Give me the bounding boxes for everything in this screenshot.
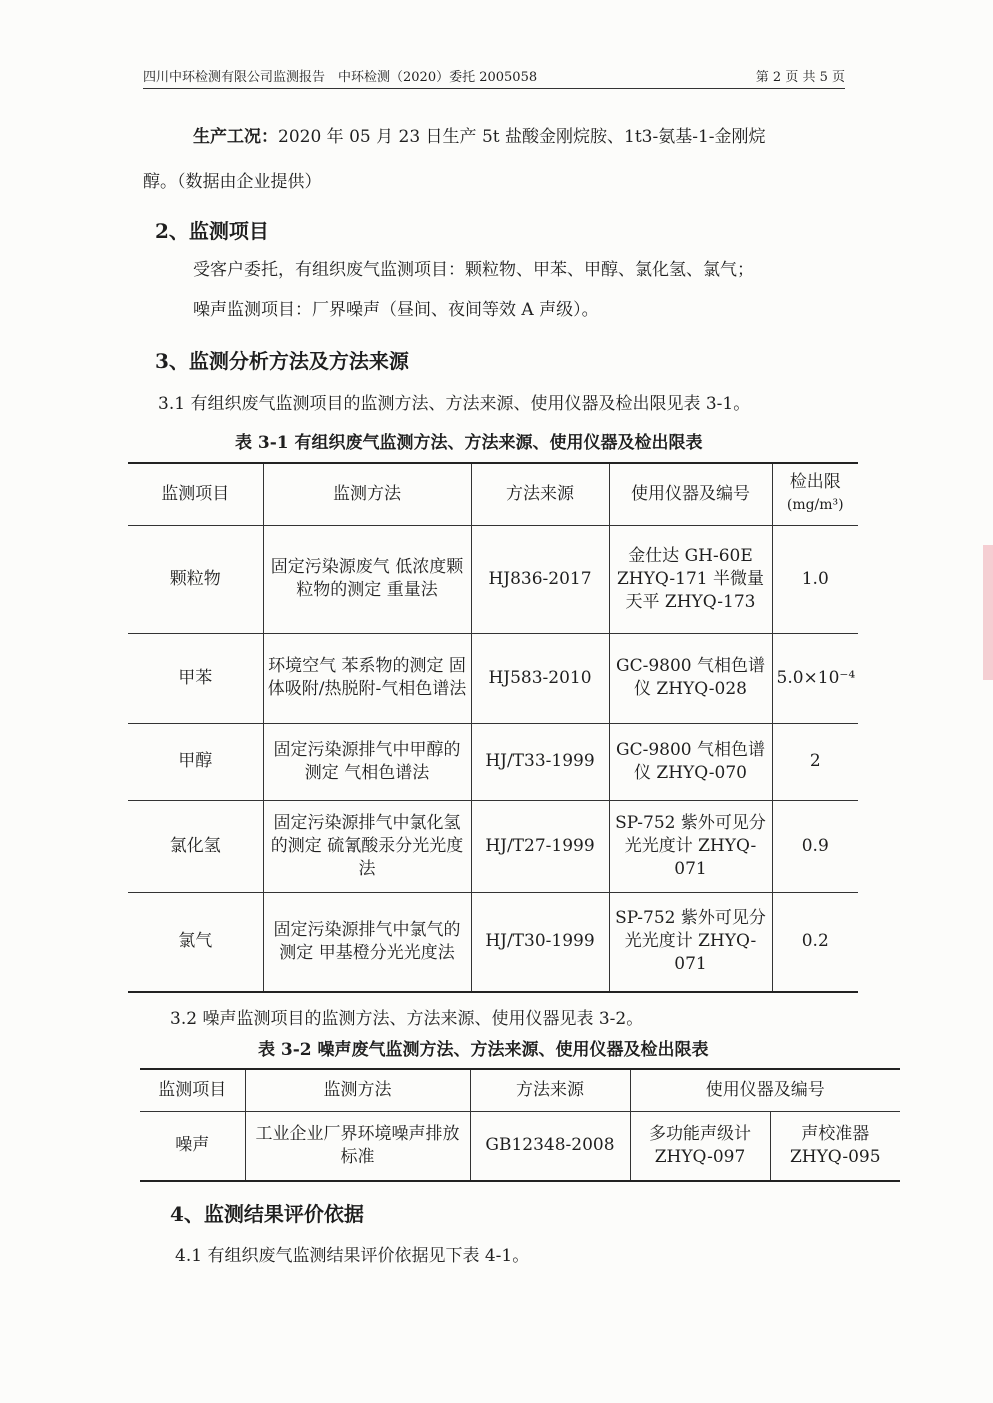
cell-method: 环境空气 苯系物的测定 固体吸附/热脱附-气相色谱法 <box>263 633 471 723</box>
section-2-line-2: 噪声监测项目：厂界噪声（昼间、夜间等效 A 声级）。 <box>193 300 599 320</box>
table-1-caption: 表 3-1 有组织废气监测方法、方法来源、使用仪器及检出限表 <box>235 433 703 453</box>
section-2-heading: 2、监测项目 <box>155 219 269 243</box>
cell-method: 固定污染源排气中氯气的测定 甲基橙分光光度法 <box>263 892 471 992</box>
cell-limit: 5.0×10⁻⁴ <box>772 633 858 723</box>
cell-limit: 0.9 <box>772 800 858 892</box>
production-label: 生产工况： <box>193 127 278 147</box>
section-4-1-text: 4.1 有组织废气监测结果评价依据见下表 4-1。 <box>175 1246 530 1266</box>
header-instrument: 使用仪器及编号 <box>630 1069 900 1111</box>
cell-item: 颗粒物 <box>128 525 263 633</box>
header-limit: 检出限 (mg/m³) <box>772 463 858 525</box>
cell-item: 甲苯 <box>128 633 263 723</box>
table-3-1 <box>128 462 858 993</box>
table-row <box>140 1111 900 1181</box>
cell-item: 氯气 <box>128 892 263 992</box>
header-source: 方法来源 <box>471 463 609 525</box>
page-header <box>143 66 845 89</box>
table-header-row <box>128 463 858 525</box>
header-method: 监测方法 <box>263 463 471 525</box>
cell-instrument-2: 声校准器 ZHYQ-095 <box>770 1111 900 1181</box>
production-line-2: 醇。（数据由企业提供） <box>143 172 322 192</box>
section-2-line-1: 受客户委托，有组织废气监测项目：颗粒物、甲苯、甲醇、氯化氢、氯气； <box>193 260 754 280</box>
header-item: 监测项目 <box>140 1069 245 1111</box>
cell-limit: 1.0 <box>772 525 858 633</box>
table-row <box>128 525 858 633</box>
table-row <box>128 723 858 800</box>
cell-item: 甲醇 <box>128 723 263 800</box>
cell-instrument: GC-9800 气相色谱仪 ZHYQ-028 <box>609 633 772 723</box>
table-row <box>128 892 858 992</box>
production-line-1 <box>193 125 766 149</box>
cell-instrument-1: 多功能声级计 ZHYQ-097 <box>630 1111 770 1181</box>
cell-method: 固定污染源废气 低浓度颗粒物的测定 重量法 <box>263 525 471 633</box>
cell-source: HJ/T27-1999 <box>471 800 609 892</box>
cell-instrument: SP-752 紫外可见分光光度计 ZHYQ-071 <box>609 892 772 992</box>
table-2-caption: 表 3-2 噪声废气监测方法、方法来源、使用仪器及检出限表 <box>258 1040 709 1060</box>
header-instrument: 使用仪器及编号 <box>609 463 772 525</box>
cell-source: HJ/T30-1999 <box>471 892 609 992</box>
header-source: 方法来源 <box>470 1069 630 1111</box>
cell-source: HJ583-2010 <box>471 633 609 723</box>
section-3-heading: 3、监测分析方法及方法来源 <box>155 349 409 373</box>
table-row <box>128 800 858 892</box>
cell-method: 固定污染源排气中氯化氢的测定 硫氰酸汞分光光度法 <box>263 800 471 892</box>
cell-limit: 2 <box>772 723 858 800</box>
table-header-row <box>140 1069 900 1111</box>
cell-method: 工业企业厂界环境噪声排放标准 <box>245 1111 470 1181</box>
seal-stamp-fragment <box>983 545 993 680</box>
production-text: 2020 年 05 月 23 日生产 5t 盐酸金刚烷胺、1t3-氨基-1-金刚烷 <box>278 127 766 147</box>
header-item: 监测项目 <box>128 463 263 525</box>
cell-instrument: GC-9800 气相色谱仪 ZHYQ-070 <box>609 723 772 800</box>
table-row <box>128 633 858 723</box>
section-3-1-intro: 3.1 有组织废气监测项目的监测方法、方法来源、使用仪器及检出限见表 3-1。 <box>158 394 751 414</box>
table-3-2 <box>140 1068 900 1182</box>
cell-source: HJ/T33-1999 <box>471 723 609 800</box>
section-4-heading: 4、监测结果评价依据 <box>170 1202 364 1226</box>
page-number: 第 2 页 共 5 页 <box>755 70 845 85</box>
cell-instrument: SP-752 紫外可见分光光度计 ZHYQ-071 <box>609 800 772 892</box>
cell-instrument: 金仕达 GH-60E ZHYQ-171 半微量天平 ZHYQ-173 <box>609 525 772 633</box>
header-method: 监测方法 <box>245 1069 470 1111</box>
report-id: 四川中环检测有限公司监测报告 中环检测（2020）委托 2005058 <box>143 70 538 85</box>
section-3-2-intro: 3.2 噪声监测项目的监测方法、方法来源、使用仪器见表 3-2。 <box>170 1009 644 1029</box>
cell-method: 固定污染源排气中甲醇的测定 气相色谱法 <box>263 723 471 800</box>
cell-source: GB12348-2008 <box>470 1111 630 1181</box>
cell-item: 氯化氢 <box>128 800 263 892</box>
cell-item: 噪声 <box>140 1111 245 1181</box>
cell-source: HJ836-2017 <box>471 525 609 633</box>
cell-limit: 0.2 <box>772 892 858 992</box>
